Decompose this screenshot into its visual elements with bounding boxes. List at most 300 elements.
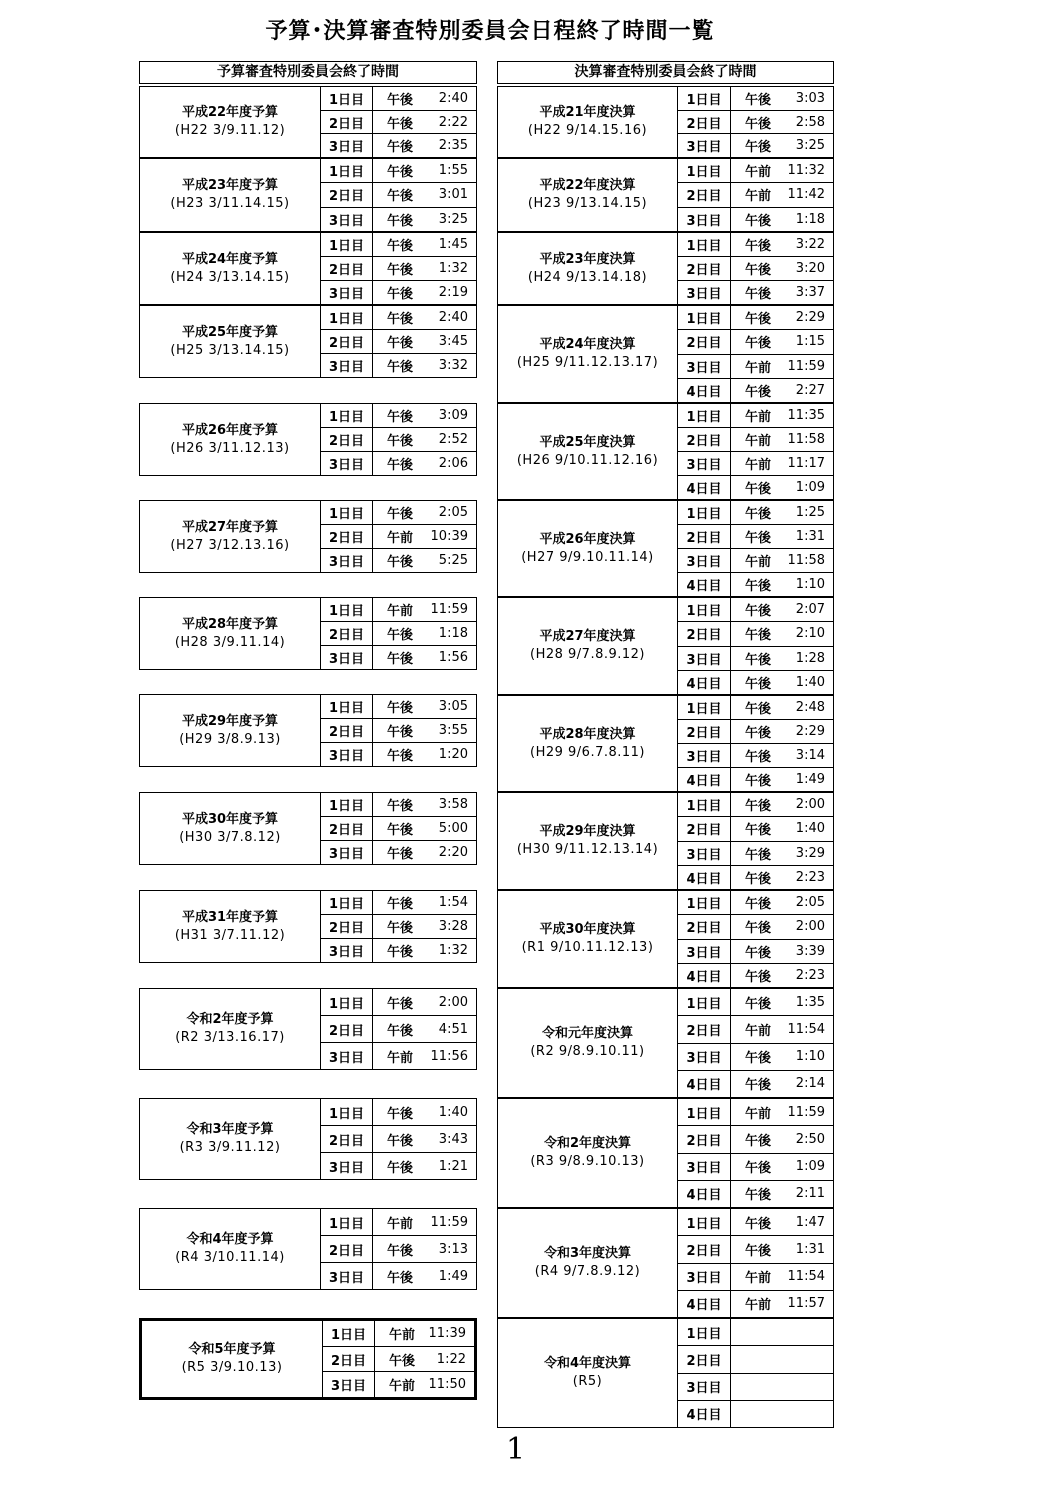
time-value: 2:40 bbox=[438, 90, 468, 106]
page-number: 1 bbox=[506, 1432, 526, 1467]
budget-block bbox=[139, 792, 477, 865]
day-label: 3日目 bbox=[678, 744, 731, 767]
table-row bbox=[678, 573, 833, 596]
settlement-block bbox=[497, 597, 834, 695]
am-pm-label: 午前 bbox=[745, 410, 772, 425]
table-row bbox=[321, 695, 476, 719]
am-pm-label: 午後 bbox=[745, 726, 772, 741]
period-label bbox=[498, 598, 678, 694]
day-label: 3日目 bbox=[678, 1264, 731, 1290]
am-pm-label: 午後 bbox=[745, 1161, 772, 1177]
time-value: 3:01 bbox=[438, 187, 468, 203]
day-label: 4日目 bbox=[678, 1071, 731, 1097]
time-value: 3:03 bbox=[795, 90, 825, 106]
day-label: 1日目 bbox=[678, 1209, 731, 1235]
end-time bbox=[731, 891, 833, 914]
end-time bbox=[731, 281, 833, 304]
am-pm-label: 午後 bbox=[745, 482, 772, 497]
day-label: 4日目 bbox=[678, 768, 731, 791]
am-pm-label: 午後 bbox=[745, 969, 772, 985]
period-label bbox=[498, 793, 678, 889]
time-value: 11:54 bbox=[787, 1269, 825, 1285]
time-value: 2:52 bbox=[438, 432, 468, 447]
settlement-table-header: 決算審査特別委員会終了時間 bbox=[497, 61, 834, 84]
time-value: 1:49 bbox=[795, 772, 825, 787]
am-pm-label: 午後 bbox=[387, 996, 414, 1012]
time-value: 1:35 bbox=[795, 994, 825, 1010]
period-name: 平成28年度予算 bbox=[181, 616, 279, 632]
am-pm-label: 午前 bbox=[387, 604, 414, 619]
end-time bbox=[373, 719, 476, 742]
end-time bbox=[373, 793, 476, 816]
settlement-block bbox=[497, 695, 834, 792]
table-row bbox=[321, 281, 476, 304]
time-value: 3:43 bbox=[438, 1131, 468, 1147]
table-row bbox=[321, 817, 476, 841]
session-dates: (R2 9/8.9.10.11) bbox=[530, 1044, 645, 1059]
end-time bbox=[373, 743, 476, 766]
time-value: 5:25 bbox=[438, 553, 468, 568]
end-time bbox=[731, 1154, 833, 1180]
table-row bbox=[321, 622, 476, 646]
day-label: 3日目 bbox=[321, 281, 373, 304]
day-label: 1日目 bbox=[321, 233, 373, 256]
am-pm-label: 午後 bbox=[387, 555, 414, 570]
table-row bbox=[321, 841, 476, 864]
table-row bbox=[678, 793, 833, 817]
time-value: 2:05 bbox=[795, 895, 825, 911]
end-time bbox=[373, 622, 476, 645]
time-value: 1:15 bbox=[795, 334, 825, 350]
table-row bbox=[321, 330, 476, 354]
day-label: 2日目 bbox=[678, 525, 731, 548]
am-pm-label: 午後 bbox=[387, 263, 414, 278]
table-row bbox=[678, 330, 833, 354]
period-label bbox=[498, 1099, 678, 1207]
time-value: 11:58 bbox=[787, 553, 825, 568]
table-row bbox=[678, 768, 833, 791]
session-dates: (H28 9/7.8.9.12) bbox=[530, 647, 645, 662]
table-row bbox=[321, 1209, 476, 1236]
end-time bbox=[731, 768, 833, 791]
day-label: 2日目 bbox=[321, 183, 373, 206]
day-label: 1日目 bbox=[678, 598, 731, 621]
day-label: 3日目 bbox=[678, 1044, 731, 1070]
period-label bbox=[498, 696, 678, 791]
time-value: 2:48 bbox=[795, 700, 825, 715]
end-time bbox=[373, 404, 476, 427]
am-pm-label: 午前 bbox=[389, 1379, 416, 1395]
day-label: 4日目 bbox=[678, 866, 731, 889]
time-value: 2:06 bbox=[438, 456, 468, 471]
end-time bbox=[731, 1099, 833, 1125]
time-value: 1:54 bbox=[438, 895, 468, 910]
am-pm-label: 午後 bbox=[745, 897, 772, 913]
time-value: 2:00 bbox=[438, 994, 468, 1010]
session-dates: (R4 3/10.11.14) bbox=[175, 1250, 285, 1265]
end-time bbox=[731, 793, 833, 816]
day-label: 2日目 bbox=[321, 525, 373, 548]
period-label bbox=[140, 404, 321, 475]
day-label: 3日目 bbox=[678, 1154, 731, 1180]
day-label: 1日目 bbox=[678, 989, 731, 1015]
end-time bbox=[373, 257, 476, 280]
table-row bbox=[321, 646, 476, 669]
settlement-block bbox=[497, 1098, 834, 1208]
session-dates: (H26 3/11.12.13) bbox=[170, 440, 290, 456]
table-row bbox=[678, 87, 833, 111]
am-pm-label: 午後 bbox=[745, 531, 772, 546]
period-name: 平成29年度予算 bbox=[181, 713, 279, 729]
table-row bbox=[321, 915, 476, 939]
table-row bbox=[678, 622, 833, 646]
period-label bbox=[498, 233, 678, 304]
session-dates: (R5) bbox=[572, 1374, 603, 1389]
end-time bbox=[373, 695, 476, 718]
day-label: 1日目 bbox=[321, 989, 373, 1015]
end-time bbox=[373, 281, 476, 304]
time-value: 3:09 bbox=[438, 408, 468, 423]
day-label: 2日目 bbox=[678, 183, 731, 206]
am-pm-label: 午後 bbox=[387, 1270, 414, 1286]
period-label bbox=[140, 891, 321, 962]
period-label bbox=[140, 695, 321, 766]
time-value: 11:39 bbox=[428, 1325, 466, 1341]
day-label: 3日目 bbox=[678, 842, 731, 865]
table-row bbox=[321, 257, 476, 281]
day-label: 1日目 bbox=[678, 306, 731, 329]
time-value: 3:58 bbox=[438, 797, 468, 812]
am-pm-label: 午後 bbox=[745, 1188, 772, 1204]
table-row bbox=[678, 1099, 833, 1126]
time-value: 2:58 bbox=[795, 114, 825, 130]
table-row bbox=[321, 939, 476, 962]
budget-block bbox=[139, 1098, 477, 1180]
end-time bbox=[731, 87, 833, 110]
am-pm-label: 午後 bbox=[387, 749, 414, 764]
period-label bbox=[140, 793, 321, 864]
table-row bbox=[321, 159, 476, 183]
day-label: 2日目 bbox=[321, 1236, 373, 1262]
settlement-block bbox=[497, 1208, 834, 1318]
am-pm-label: 午前 bbox=[745, 555, 772, 570]
table-row bbox=[323, 1347, 474, 1373]
table-row bbox=[321, 549, 476, 572]
table-row bbox=[678, 1071, 833, 1097]
end-time bbox=[373, 330, 476, 353]
table-row bbox=[321, 719, 476, 743]
table-row bbox=[678, 111, 833, 135]
time-value: 1:10 bbox=[795, 1049, 825, 1065]
period-label bbox=[498, 1319, 678, 1427]
day-label: 2日目 bbox=[678, 257, 731, 280]
session-dates: (H26 9/10.11.12.16) bbox=[516, 452, 659, 468]
end-time bbox=[731, 989, 833, 1015]
am-pm-label: 午前 bbox=[387, 1216, 414, 1232]
time-value: 3:13 bbox=[438, 1241, 468, 1257]
time-value: 3:32 bbox=[438, 358, 468, 373]
settlement-block bbox=[497, 158, 834, 232]
day-label: 2日目 bbox=[678, 817, 731, 840]
period-name: 平成22年度決算 bbox=[539, 178, 636, 193]
am-pm-label: 午前 bbox=[745, 1271, 772, 1287]
time-value: 1:47 bbox=[795, 1214, 825, 1230]
session-dates: (H29 9/6.7.8.11) bbox=[530, 744, 645, 760]
time-value: 1:56 bbox=[438, 650, 468, 665]
end-time bbox=[731, 1126, 833, 1152]
table-row bbox=[678, 428, 833, 452]
table-row bbox=[678, 549, 833, 573]
time-value: 2:00 bbox=[795, 919, 825, 935]
am-pm-label: 午後 bbox=[387, 897, 414, 912]
session-dates: (H23 3/11.14.15) bbox=[170, 196, 290, 211]
budget-block bbox=[139, 890, 477, 963]
time-value: 3:25 bbox=[795, 138, 825, 154]
end-time bbox=[373, 208, 476, 231]
table-row bbox=[678, 598, 833, 622]
end-time bbox=[373, 111, 476, 134]
table-row bbox=[678, 281, 833, 304]
am-pm-label: 午後 bbox=[745, 774, 772, 789]
end-time bbox=[731, 598, 833, 621]
end-time bbox=[731, 134, 833, 157]
period-name: 平成25年度決算 bbox=[539, 434, 636, 450]
day-label: 1日目 bbox=[678, 159, 731, 182]
end-time bbox=[731, 940, 833, 963]
day-label: 3日目 bbox=[321, 208, 373, 231]
am-pm-label: 午後 bbox=[745, 823, 772, 839]
end-time bbox=[731, 501, 833, 524]
table-row bbox=[678, 817, 833, 841]
time-value: 5:00 bbox=[438, 821, 468, 836]
time-value: 3:29 bbox=[795, 845, 825, 861]
table-row bbox=[678, 1401, 833, 1427]
time-value: 2:14 bbox=[795, 1076, 825, 1092]
end-time bbox=[373, 939, 476, 962]
table-row bbox=[321, 208, 476, 231]
table-row bbox=[678, 452, 833, 476]
end-time bbox=[373, 817, 476, 840]
end-time bbox=[373, 306, 476, 329]
session-dates: (R2 3/13.16.17) bbox=[175, 1030, 285, 1045]
session-dates: (R1 9/10.11.12.13) bbox=[521, 940, 654, 955]
period-label bbox=[498, 87, 678, 157]
time-value: 1:22 bbox=[436, 1351, 466, 1367]
table-row bbox=[323, 1321, 474, 1347]
budget-block bbox=[139, 1318, 477, 1400]
day-label: 3日目 bbox=[321, 743, 373, 766]
am-pm-label: 午後 bbox=[387, 92, 414, 108]
session-dates: (H23 9/13.14.15) bbox=[527, 196, 648, 211]
end-time bbox=[373, 598, 476, 621]
am-pm-label: 午前 bbox=[745, 1298, 772, 1314]
end-time bbox=[373, 1263, 476, 1289]
time-value: 1:32 bbox=[438, 261, 468, 276]
session-dates: (H24 3/13.14.15) bbox=[170, 269, 290, 285]
day-label: 1日目 bbox=[678, 404, 731, 427]
time-value: 2:29 bbox=[795, 310, 825, 326]
end-time bbox=[731, 1016, 833, 1042]
time-value: 3:55 bbox=[438, 723, 468, 738]
day-label: 2日目 bbox=[678, 1346, 731, 1372]
day-label: 2日目 bbox=[678, 1016, 731, 1042]
day-label: 1日目 bbox=[321, 695, 373, 718]
day-label: 2日目 bbox=[323, 1347, 375, 1372]
time-value: 1:40 bbox=[795, 674, 825, 690]
day-label: 1日目 bbox=[321, 501, 373, 524]
end-time bbox=[731, 671, 833, 694]
day-label: 2日目 bbox=[678, 622, 731, 645]
table-row bbox=[321, 1099, 476, 1126]
am-pm-label: 午後 bbox=[387, 336, 414, 351]
day-label: 3日目 bbox=[321, 1043, 373, 1069]
table-row bbox=[678, 744, 833, 768]
am-pm-label: 午後 bbox=[745, 507, 772, 522]
day-label: 3日目 bbox=[321, 549, 373, 572]
day-label: 1日目 bbox=[321, 891, 373, 914]
day-label: 1日目 bbox=[678, 891, 731, 914]
day-label: 1日目 bbox=[678, 501, 731, 524]
time-value: 1:09 bbox=[795, 1159, 825, 1175]
am-pm-label: 午後 bbox=[745, 628, 772, 644]
day-label: 2日目 bbox=[678, 330, 731, 353]
time-value: 2:22 bbox=[438, 114, 468, 130]
period-label bbox=[498, 306, 678, 402]
time-value: 1:49 bbox=[438, 1268, 468, 1284]
session-dates: (R5 3/9.10.13) bbox=[181, 1360, 283, 1375]
am-pm-label: 午後 bbox=[745, 140, 772, 156]
am-pm-label: 午前 bbox=[745, 165, 772, 181]
day-label: 2日目 bbox=[678, 428, 731, 451]
end-time bbox=[731, 1374, 833, 1400]
table-row bbox=[321, 134, 476, 157]
session-dates: (H25 9/11.12.13.17) bbox=[516, 355, 659, 370]
end-time bbox=[731, 1346, 833, 1372]
time-value: 11:59 bbox=[787, 1104, 825, 1120]
end-time bbox=[731, 817, 833, 840]
end-time bbox=[731, 1209, 833, 1235]
day-label: 1日目 bbox=[678, 1099, 731, 1125]
am-pm-label: 午後 bbox=[387, 312, 414, 327]
end-time bbox=[373, 233, 476, 256]
table-row bbox=[678, 866, 833, 889]
day-label: 1日目 bbox=[321, 598, 373, 621]
am-pm-label: 午後 bbox=[745, 312, 772, 328]
time-value: 11:32 bbox=[787, 163, 825, 179]
table-row bbox=[678, 1044, 833, 1071]
table-row bbox=[321, 1153, 476, 1179]
time-value: 3:39 bbox=[795, 943, 825, 959]
day-label: 3日目 bbox=[678, 647, 731, 670]
day-label: 4日目 bbox=[678, 1291, 731, 1317]
period-name: 平成22年度予算 bbox=[181, 105, 279, 120]
session-dates: (H24 9/13.14.18) bbox=[527, 269, 648, 285]
table-row bbox=[678, 355, 833, 379]
day-label: 2日目 bbox=[321, 330, 373, 353]
end-time bbox=[373, 452, 476, 475]
end-time bbox=[731, 1291, 833, 1317]
time-value: 11:50 bbox=[428, 1377, 466, 1393]
table-row bbox=[678, 1291, 833, 1317]
time-value: 3:20 bbox=[795, 261, 825, 276]
time-value: 2:00 bbox=[795, 797, 825, 813]
settlement-block bbox=[497, 890, 834, 988]
day-label: 1日目 bbox=[321, 1209, 373, 1235]
budget-block bbox=[139, 232, 477, 305]
end-time bbox=[373, 989, 476, 1015]
am-pm-label: 午前 bbox=[745, 360, 772, 376]
end-time bbox=[373, 501, 476, 524]
am-pm-label: 午後 bbox=[745, 676, 772, 692]
am-pm-label: 午後 bbox=[745, 287, 772, 302]
am-pm-label: 午後 bbox=[387, 823, 414, 838]
end-time bbox=[373, 1126, 476, 1152]
day-label: 2日目 bbox=[321, 817, 373, 840]
table-row bbox=[678, 915, 833, 939]
day-label: 1日目 bbox=[321, 1099, 373, 1125]
day-label: 1日目 bbox=[321, 306, 373, 329]
end-time bbox=[731, 1181, 833, 1207]
day-label: 4日目 bbox=[678, 671, 731, 694]
table-row bbox=[678, 501, 833, 525]
day-label: 2日目 bbox=[321, 1016, 373, 1042]
end-time bbox=[375, 1347, 474, 1372]
table-row bbox=[678, 964, 833, 987]
period-label bbox=[140, 989, 321, 1069]
time-value: 2:40 bbox=[438, 310, 468, 325]
table-row bbox=[678, 1209, 833, 1236]
time-value: 1:28 bbox=[795, 650, 825, 666]
table-row bbox=[678, 671, 833, 694]
period-label bbox=[498, 891, 678, 987]
session-dates: (R3 3/9.11.12) bbox=[179, 1140, 281, 1155]
table-row bbox=[678, 1374, 833, 1401]
am-pm-label: 午後 bbox=[745, 579, 772, 594]
table-row bbox=[678, 1236, 833, 1263]
day-label: 3日目 bbox=[678, 208, 731, 231]
session-dates: (R3 9/8.9.10.13) bbox=[530, 1154, 645, 1169]
table-row bbox=[321, 452, 476, 475]
end-time bbox=[731, 1044, 833, 1070]
end-time bbox=[373, 183, 476, 206]
day-label: 3日目 bbox=[321, 134, 373, 157]
am-pm-label: 午前 bbox=[387, 1050, 414, 1066]
end-time bbox=[731, 842, 833, 865]
time-value: 1:18 bbox=[438, 626, 468, 641]
am-pm-label: 午後 bbox=[745, 1133, 772, 1149]
time-value: 2:27 bbox=[795, 382, 825, 398]
period-name: 平成30年度決算 bbox=[539, 922, 636, 937]
day-label: 3日目 bbox=[321, 452, 373, 475]
time-value: 1:21 bbox=[438, 1158, 468, 1174]
settlement-block bbox=[497, 86, 834, 158]
table-row bbox=[321, 1016, 476, 1043]
am-pm-label: 午前 bbox=[745, 1023, 772, 1039]
day-label: 3日目 bbox=[678, 1374, 731, 1400]
settlement-block bbox=[497, 988, 834, 1098]
am-pm-label: 午後 bbox=[387, 140, 414, 156]
am-pm-label: 午後 bbox=[745, 239, 772, 254]
time-value: 2:50 bbox=[795, 1131, 825, 1147]
end-time bbox=[373, 1043, 476, 1069]
period-name: 令和元年度決算 bbox=[541, 1026, 633, 1041]
period-label bbox=[140, 87, 321, 157]
session-dates: (H31 3/7.11.12) bbox=[174, 927, 286, 943]
day-label: 1日目 bbox=[678, 233, 731, 256]
time-value: 11:59 bbox=[787, 358, 825, 374]
end-time bbox=[731, 1319, 833, 1345]
end-time bbox=[731, 476, 833, 499]
